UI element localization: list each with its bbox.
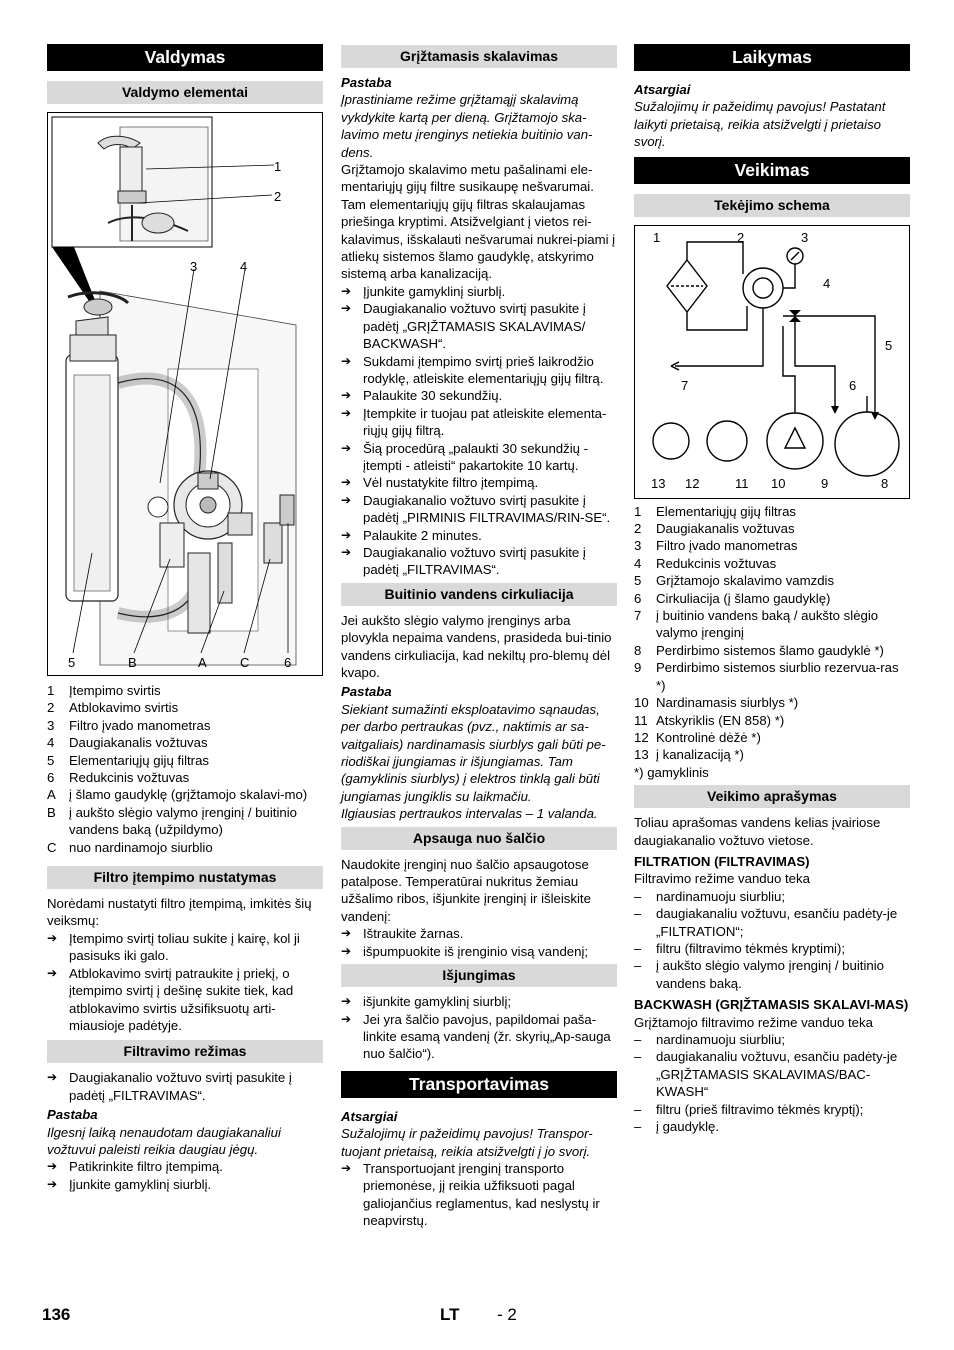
diag-label-4: 4 xyxy=(823,275,831,291)
pump-symbol xyxy=(785,428,805,448)
step-item: ➔ Palaukite 30 sekundžių. xyxy=(341,388,503,404)
fig-label-6: 6 xyxy=(284,655,292,670)
column-1 xyxy=(47,44,323,1193)
paragraph: Grįžtamojo skalavimo metu pašalinami ele-mentariųjų gijų filtre susikaupę nešvarumai. Tam elementariųjų gijų filtras skalaujamas priešinga kryptimi. Atsižvelgiant į vietos rei-kalavimus, išskalauti nešvarumai nukrei-piami į atliekų sistemos šlamo gaudyklę, atskyrimo sistemą arba kanalizaciją. xyxy=(341,162,616,282)
controls-figure xyxy=(47,112,323,676)
step-item: ➔ Šią procedūrą „palaukti 30 sekundžių - įtempti - atleisti“ pakartokite 10 kartų. xyxy=(341,440,589,473)
subsection-apsauga-nuo-salcio: Apsauga nuo šalčio xyxy=(341,827,617,850)
step-item: ➔ Įtempimo svirtį toliau sukite į kairę, kol ji pasisuks iki galo. xyxy=(47,930,300,964)
step-item: ➔ išpumpuokite iš įrenginio visą vandenį; xyxy=(341,943,589,959)
fig-label-c: C xyxy=(240,655,250,670)
subsection-isjungimas: Išjungimas xyxy=(341,964,617,987)
legend-item: 10 Nardinamasis siurblys *) xyxy=(634,695,799,711)
diag-label-11: 11 xyxy=(735,475,749,491)
tank-13 xyxy=(653,423,689,459)
controls-legend xyxy=(47,682,323,856)
step-item: ➔ Jei yra šalčio pavojus, papildomai paša-linkite esamą vandenį (žr. skyrių„Ap-sauga nuo šalčio“). xyxy=(341,1011,611,1062)
legend-item: 6 Cirkuliacija (į šlamo gaudyklę) xyxy=(634,590,831,606)
fig-label-4: 4 xyxy=(240,259,248,274)
section-title-valdymas: Valdymas xyxy=(47,44,323,71)
subsection-grizt-skalavimas: Grįžtamasis skalavimas xyxy=(341,45,617,68)
step-item: ➔ Įjunkite gamyklinį siurblį. xyxy=(341,283,506,299)
warning-title: Atsargiai xyxy=(341,1108,398,1124)
diag-label-1: 1 xyxy=(653,229,661,245)
legend-item: 3 Filtro įvado manometras xyxy=(47,717,211,733)
note-text: Ilgesnį laiką nenaudotam daugiakanaliui vožtuvui paleisti reikia daugiau jėgų. xyxy=(47,1124,281,1157)
step-item: ➔ Sukdami įtempimo svirtį prieš laikrodžio rodyklę, atleiskite elementariųjų gijų filtrą. xyxy=(341,353,604,386)
step-item: ➔ Daugiakanalio vožtuvo svirtį pasukite į padėtį „GRĮŽTAMASIS SKALAVIMAS/ BACKWASH“. xyxy=(341,301,586,352)
subsection-buitinio-cirkuliacija: Buitinio vandens cirkuliacija xyxy=(341,583,617,606)
page-subnumber: - 2 xyxy=(497,1305,517,1324)
flow-legend xyxy=(634,503,910,782)
legend-item: 1 Elementariųjų gijų filtras xyxy=(634,503,796,519)
note-text: Siekiant sumažinti eksploatavimo sąnaudas, per darbo pertraukas (pvz., naktimis ar sa-vaitgaliais) nardinamasis siurblys gali būti pe-riodiškai įjungiamas ir išjungiamas. Tam (gamyklinis siurblys) į elektros tinklą gali būti jungiamas jungiklis su laikmačiu. xyxy=(341,701,606,804)
subsection-filtravimo-rezimas: Filtravimo režimas xyxy=(47,1040,323,1063)
fig-label-1: 1 xyxy=(274,159,282,174)
step-item: ➔ Transportuojant įrenginį transporto priemonėse, jį reikia užfiksuoti pagal galiojančius reglamentus, kad neslystų ir neapvirstų. xyxy=(341,1160,600,1229)
page-number: 136 xyxy=(42,1305,71,1324)
diag-label-12: 12 xyxy=(685,475,700,491)
footnote: *) gamyklinis xyxy=(634,764,709,780)
legend-item: 4 Redukcinis vožtuvas xyxy=(634,555,777,571)
legend-item: 3 Filtro įvado manometras xyxy=(634,538,798,554)
step-item: ➔ Daugiakanalio vožtuvo svirtį pasukite į padėtį „PIRMINIS FILTRAVIMAS/RIN-SE“. xyxy=(341,492,611,526)
note-text: Įprastiniame režime grįžtamąjį skalavimą vykdykite kartą per dieną. Grįžtamojo ska-lavimo metu įrenginys netiekia buitinio van-dens. xyxy=(341,92,593,160)
fig-label-2: 2 xyxy=(274,189,282,204)
step-item: ➔ Ištraukite žarnas. xyxy=(341,926,464,942)
subsection-veikimo-aprasymas: Veikimo aprašymas xyxy=(634,785,910,808)
tank-8 xyxy=(835,412,899,476)
dash-item: – filtru (filtravimo tėkmės kryptimi); xyxy=(634,940,846,956)
heading-filtration: FILTRATION (FILTRAVIMAS) xyxy=(634,853,810,869)
warning-title: Atsargiai xyxy=(634,82,691,97)
warning-text: Sužalojimų ir pažeidimų pavojus! Transpor-tuojant prietaisą, reikia atsižvelgti į jo svorį. xyxy=(341,1126,593,1159)
diag-label-5: 5 xyxy=(885,337,893,353)
column-2 xyxy=(341,44,617,1230)
fig-label-a: A xyxy=(198,655,207,670)
legend-item: B į aukšto slėgio valymo įrenginį / buitinio vandens baką (užpildymo) xyxy=(47,804,297,838)
diag-label-8: 8 xyxy=(881,475,889,491)
dash-item: – nardinamuoju siurbliu; xyxy=(634,1032,786,1047)
legend-item: 2 Atblokavimo svirtis xyxy=(47,700,179,716)
step-item: ➔ išjunkite gamyklinį siurblį; xyxy=(341,994,512,1010)
legend-item: 5 Grįžtamojo skalavimo vamzdis xyxy=(634,573,835,589)
flow-diagram-svg xyxy=(635,226,909,498)
dash-item: – filtru (prieš filtravimo tėkmės kryptį); xyxy=(634,1101,864,1117)
paragraph: Naudokite įrenginį nuo šalčio apsaugotose patalpose. Temperatūrai nukritus žemiau užšalimo ribos, išjunkite įrenginį ir išleiskite vandenį: xyxy=(341,856,591,924)
step-item: ➔ Vėl nustatykite filtro įtempimą. xyxy=(341,475,539,491)
dash-item: – nardinamuoju siurbliu; xyxy=(634,888,786,904)
subsection-valdymo-elementai: Valdymo elementai xyxy=(47,81,323,104)
legend-item: 8 Perdirbimo sistemos šlamo gaudyklė *) xyxy=(634,642,884,658)
dash-item: – į aukšto slėgio valymo įrenginį / buitinio vandens baką. xyxy=(634,958,884,991)
section-title-laikymas: Laikymas xyxy=(634,44,910,71)
paragraph: Jei aukšto slėgio valymo įrenginys arba plovykla nepaima vandens, prasideda bui-tinio vandens cirkuliacija, kad nekiltų pro-blemų dėl kvapo. xyxy=(341,612,612,680)
column-3 xyxy=(634,44,910,1135)
diag-label-13: 13 xyxy=(651,475,666,491)
legend-item: 11 Atskyriklis (EN 858) *) xyxy=(634,712,785,728)
legend-item: 13 į kanalizaciją *) xyxy=(634,747,744,763)
dash-item: – daugiakanaliu vožtuvu, esančiu padėty-je „GRĮŽTAMASIS SKALAVIMAS/BAC-KWASH“ xyxy=(634,1049,898,1100)
subsection-filtro-itempimas: Filtro įtempimo nustatymas xyxy=(47,866,323,889)
step-item: ➔ Patikrinkite filtro įtempimą. xyxy=(47,1159,223,1175)
paragraph: Toliau aprašomas vandens kelias įvairiose daugiakanalio vožtuvo vietose. xyxy=(634,815,881,848)
flow-diagram xyxy=(634,225,910,499)
legend-item: 1 Įtempimo svirtis xyxy=(47,683,161,698)
legend-item: 5 Elementariųjų gijų filtras xyxy=(47,752,209,768)
fig-label-3: 3 xyxy=(190,259,198,274)
diag-label-9: 9 xyxy=(821,475,829,491)
legend-item: 12 Kontrolinė dėžė *) xyxy=(634,729,761,745)
heading-backwash: BACKWASH (GRĮŽTAMASIS SKALAVI-MAS) xyxy=(634,997,909,1013)
legend-item: 4 Daugiakanalis vožtuvas xyxy=(47,735,208,751)
diag-label-3: 3 xyxy=(801,229,809,245)
step-item: ➔ Palaukite 2 minutes. xyxy=(341,527,482,543)
step-item: ➔ Daugiakanalio vožtuvo svirtį pasukite į padėtį „FILTRAVIMAS“. xyxy=(47,1070,292,1103)
diag-label-6: 6 xyxy=(849,377,857,393)
paragraph: Grįžtamojo filtravimo režime vanduo teka xyxy=(634,1014,873,1030)
legend-item: C nuo nardinamojo siurblio xyxy=(47,839,213,855)
dash-item: – daugiakanaliu vožtuvu, esančiu padėty-je „FILTRATION“; xyxy=(634,906,898,939)
warning-text: Sužalojimų ir pažeidimų pavojus! Pastatant laikyti prietaisą, reikia atsižvelgti į prietaiso svorį. xyxy=(634,99,886,150)
language-code: LT xyxy=(440,1305,460,1324)
step-item: ➔ Įjunkite gamyklinį siurblį. xyxy=(47,1176,212,1192)
subsection-tekejimo-schema: Tekėjimo schema xyxy=(634,194,910,217)
note-text: Ilgiausias pertraukos intervalas – 1 valanda. xyxy=(341,806,598,822)
diag-label-10: 10 xyxy=(771,475,786,491)
dash-item: – į gaudyklę. xyxy=(634,1119,720,1135)
legend-item: 7 į buitinio vandens baką / aukšto slėgio valymo įrenginį xyxy=(634,608,879,641)
step-item: ➔ Atblokavimo svirtį patraukite į priekį, o įtempimo svirtį į dešinę sukite tiek, kad atblokavimo svirtis užsifiksuotų arti-miausioje padėtyje. xyxy=(47,965,294,1033)
note-title: Pastaba xyxy=(341,684,392,700)
tank-11 xyxy=(707,421,747,461)
controls-illustration xyxy=(48,113,322,675)
tank-10 xyxy=(767,413,823,469)
section-title-veikimas: Veikimas xyxy=(634,157,910,184)
fig-label-5: 5 xyxy=(68,655,76,670)
note-title: Pastaba xyxy=(47,1107,98,1123)
paragraph: Filtravimo režime vanduo teka xyxy=(634,871,810,887)
multiport-valve-symbol xyxy=(743,268,783,308)
diag-label-7: 7 xyxy=(681,377,689,393)
section-title-transportavimas: Transportavimas xyxy=(341,1071,617,1098)
diag-label-2: 2 xyxy=(737,229,745,245)
paragraph: Norėdami nustatyti filtro įtempimą, imkitės šių veiksmų: xyxy=(47,896,312,929)
legend-item: A į šlamo gaudyklę (grįžtamojo skalavi-mo) xyxy=(47,787,308,803)
note-title: Pastaba xyxy=(341,75,392,90)
fig-label-b: B xyxy=(128,655,137,670)
legend-item: 2 Daugiakanalis vožtuvas xyxy=(634,521,795,537)
legend-item: 6 Redukcinis vožtuvas xyxy=(47,770,190,786)
step-item: ➔ Įtempkite ir tuojau pat atleiskite elementa-riųjų gijų filtrą. xyxy=(341,405,607,439)
legend-item: 9 Perdirbimo sistemos siurblio rezervua-ras *) xyxy=(634,660,899,693)
step-item: ➔ Daugiakanalio vožtuvo svirtį pasukite į padėtį „FILTRAVIMAS“. xyxy=(341,544,586,578)
